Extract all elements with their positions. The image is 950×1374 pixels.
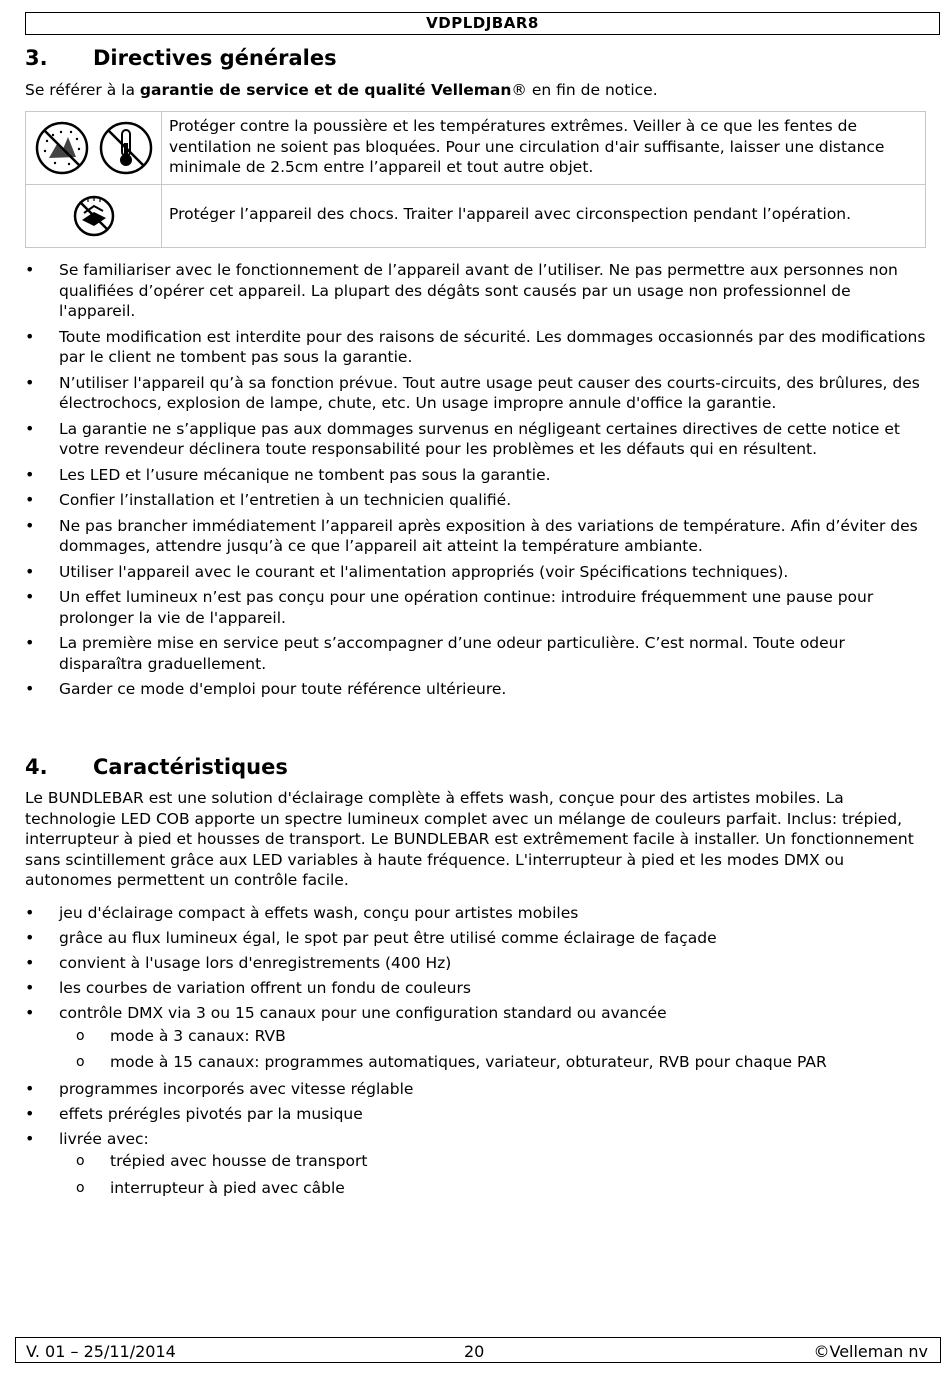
bullet-marker: • bbox=[25, 1078, 35, 1098]
list-item-text: Les LED et l’usure mécanique ne tombent pas sous la garantie. bbox=[59, 465, 551, 484]
shock-icon bbox=[71, 193, 117, 239]
sub-bullet-marker: o bbox=[76, 1054, 85, 1070]
warranty-intro bbox=[25, 80, 935, 101]
section-title: Caractéristiques bbox=[93, 755, 288, 779]
warning-row bbox=[26, 112, 926, 185]
bullet-marker: • bbox=[25, 679, 35, 698]
model-number: VDPLDJBAR8 bbox=[426, 14, 539, 32]
intro-bold-text: garantie de service et de qualité Velleman bbox=[139, 81, 512, 99]
sub-list bbox=[59, 1026, 930, 1073]
list-item-text: Confier l’installation et l’entretien à un technicien qualifié. bbox=[59, 491, 512, 509]
list-item-text: Utiliser l'appareil avec le courant et l'alimentation appropriés (voir Spécifications techniques). bbox=[59, 562, 789, 581]
sub-list-item-text: mode à 3 canaux: RVB bbox=[110, 1026, 286, 1045]
bullet-marker: • bbox=[25, 1103, 35, 1123]
list-item bbox=[25, 953, 930, 974]
list-item-text: programmes incorporés avec vitesse réglable bbox=[59, 1079, 414, 1098]
bullet-marker: • bbox=[25, 515, 35, 535]
section-number: 4. bbox=[25, 755, 48, 779]
list-item-text: Toute modification est interdite pour des raisons de sécurité. Les dommages occasionnés par des modifications par le client ne tombent pas sous la garantie. bbox=[59, 327, 926, 366]
list-item-text: les courbes de variation offrent un fondu de couleurs bbox=[59, 979, 471, 997]
footer-copyright: ©Velleman nv bbox=[813, 1342, 928, 1361]
list-item bbox=[25, 1129, 930, 1199]
list-item bbox=[25, 419, 930, 460]
sub-list-item bbox=[59, 1052, 930, 1073]
intro-text-end: ® en fin de notice. bbox=[511, 81, 658, 99]
bullet-marker: • bbox=[25, 1003, 35, 1022]
list-item bbox=[25, 679, 930, 700]
list-item bbox=[25, 633, 930, 674]
list-item-text: contrôle DMX via 3 ou 15 canaux pour une configuration standard ou avancée bbox=[59, 1004, 667, 1022]
list-item bbox=[25, 327, 930, 368]
page-footer bbox=[15, 1337, 941, 1363]
list-item bbox=[25, 562, 930, 583]
warning-text: Protéger contre la poussière et les températures extrêmes. Veiller à ce que les fentes de ventilation ne soient pas bloquées. Pour une circulation d'air suffisante, laisser une distance minimale de 2.5cm entre l’appareil et tout autre objet. bbox=[162, 112, 926, 185]
list-item bbox=[25, 903, 930, 924]
list-item-text: convient à l'usage lors d'enregistrements (400 Hz) bbox=[59, 954, 452, 972]
sub-bullet-marker: o bbox=[76, 1027, 85, 1044]
list-item bbox=[25, 260, 930, 322]
bullet-marker: • bbox=[25, 928, 35, 947]
list-item bbox=[25, 516, 930, 557]
bullet-marker: • bbox=[25, 561, 35, 581]
sub-bullet-marker: o bbox=[76, 1153, 85, 1169]
bullet-marker: • bbox=[25, 978, 35, 997]
list-item bbox=[25, 1003, 930, 1073]
list-item bbox=[25, 490, 930, 511]
warning-table bbox=[25, 111, 926, 248]
footer-version: V. 01 – 25/11/2014 bbox=[26, 1342, 176, 1361]
list-item-text: jeu d'éclairage compact à effets wash, conçu pour artistes mobiles bbox=[59, 904, 579, 922]
list-item-text: livrée avec: bbox=[59, 1129, 149, 1148]
warning-icons-cell bbox=[26, 184, 162, 247]
thermometer-icon bbox=[97, 119, 155, 177]
list-item bbox=[25, 978, 930, 999]
bullet-marker: • bbox=[25, 260, 35, 279]
sub-list-item bbox=[59, 1151, 930, 1172]
sub-list-item-text: trépied avec housse de transport bbox=[110, 1152, 368, 1170]
page-header bbox=[25, 12, 940, 35]
sub-list bbox=[59, 1151, 930, 1198]
bullet-marker: • bbox=[25, 953, 35, 972]
bullet-marker: • bbox=[25, 1128, 35, 1148]
features-list bbox=[25, 903, 930, 1204]
warning-row bbox=[26, 184, 926, 247]
section-title: Directives générales bbox=[93, 46, 337, 70]
list-item-text: N’utiliser l'appareil qu’à sa fonction prévue. Tout autre usage peut causer des courts-circuits, des brûlures, des électrochocs, explosion de lampe, chute, etc. Un usage impropre annule d'office la garantie. bbox=[59, 373, 920, 412]
sub-list-item-text: interrupteur à pied avec câble bbox=[110, 1178, 345, 1197]
section-4-heading bbox=[25, 755, 288, 779]
warning-icons-cell bbox=[26, 112, 162, 185]
warning-text: Protéger l’appareil des chocs. Traiter l'appareil avec circonspection pendant l’opération. bbox=[162, 184, 926, 247]
bullet-marker: • bbox=[25, 633, 35, 652]
sub-list-item-text: mode à 15 canaux: programmes automatiques, variateur, obturateur, RVB pour chaque PAR bbox=[110, 1053, 827, 1071]
bullet-marker: • bbox=[25, 903, 35, 922]
bullet-marker: • bbox=[25, 418, 35, 438]
general-guidelines-list bbox=[25, 260, 930, 705]
bullet-marker: • bbox=[25, 464, 35, 484]
footer-page-number: 20 bbox=[464, 1342, 485, 1361]
bullet-marker: • bbox=[25, 587, 35, 606]
sub-list-item bbox=[59, 1178, 930, 1199]
list-item-text: Garder ce mode d'emploi pour toute référence ultérieure. bbox=[59, 680, 507, 698]
list-item bbox=[25, 587, 930, 628]
list-item-text: effets prérégles pivotés par la musique bbox=[59, 1104, 363, 1123]
list-item bbox=[25, 373, 930, 414]
list-item bbox=[25, 928, 930, 949]
list-item bbox=[25, 1104, 930, 1125]
sub-bullet-marker: o bbox=[76, 1179, 85, 1196]
list-item bbox=[25, 465, 930, 486]
list-item-text: grâce au flux lumineux égal, le spot par peut être utilisé comme éclairage de façade bbox=[59, 929, 717, 947]
list-item-text: Ne pas brancher immédiatement l’appareil après exposition à des variations de température. Afin d’éviter des dommages, attendre jusqu’à ce que l’appareil ait atteint la température ambiante. bbox=[59, 516, 918, 555]
features-intro: Le BUNDLEBAR est une solution d'éclairage complète à effets wash, conçue pour des artistes mobiles. La technologie LED COB apporte un spectre lumineux complet avec un mélange de couleurs parfait. Inclus: trépied, interrupteur à pied et housses de transport. Le BUNDLEBAR est extrêmement facile à installer. Un fonctionnement sans scintillement grâce aux LED variables à haute fréquence. L'interrupteur à pied et les modes DMX ou autonomes permettent un contrôle facile. bbox=[25, 789, 914, 889]
section-number: 3. bbox=[25, 46, 48, 70]
list-item bbox=[25, 1079, 930, 1100]
list-item-text: La garantie ne s’applique pas aux dommages survenus en négligeant certaines directives de cette notice et votre revendeur déclinera toute responsabilité pour les problèmes et les défauts qui en résultent. bbox=[59, 419, 901, 458]
sub-list-item bbox=[59, 1026, 930, 1047]
bullet-marker: • bbox=[25, 326, 35, 346]
list-item-text: Un effet lumineux n’est pas conçu pour une opération continue: introduire fréquemment une pause pour prolonger la vie de l'appareil. bbox=[59, 588, 874, 627]
bullet-marker: • bbox=[25, 490, 35, 509]
list-item-text: La première mise en service peut s’accompagner d’une odeur particulière. C’est normal. Toute odeur disparaîtra graduellement. bbox=[59, 634, 845, 673]
dust-icon bbox=[33, 119, 91, 177]
intro-text: Se référer à la bbox=[25, 81, 140, 99]
section-3-heading bbox=[25, 46, 337, 70]
list-item-text: Se familiariser avec le fonctionnement de l’appareil avant de l’utiliser. Ne pas permettre aux personnes non qualifiées d’opérer cet appareil. La plupart des dégâts sont causés par un usage non professionnel de l'appareil. bbox=[59, 261, 898, 320]
bullet-marker: • bbox=[25, 372, 35, 392]
